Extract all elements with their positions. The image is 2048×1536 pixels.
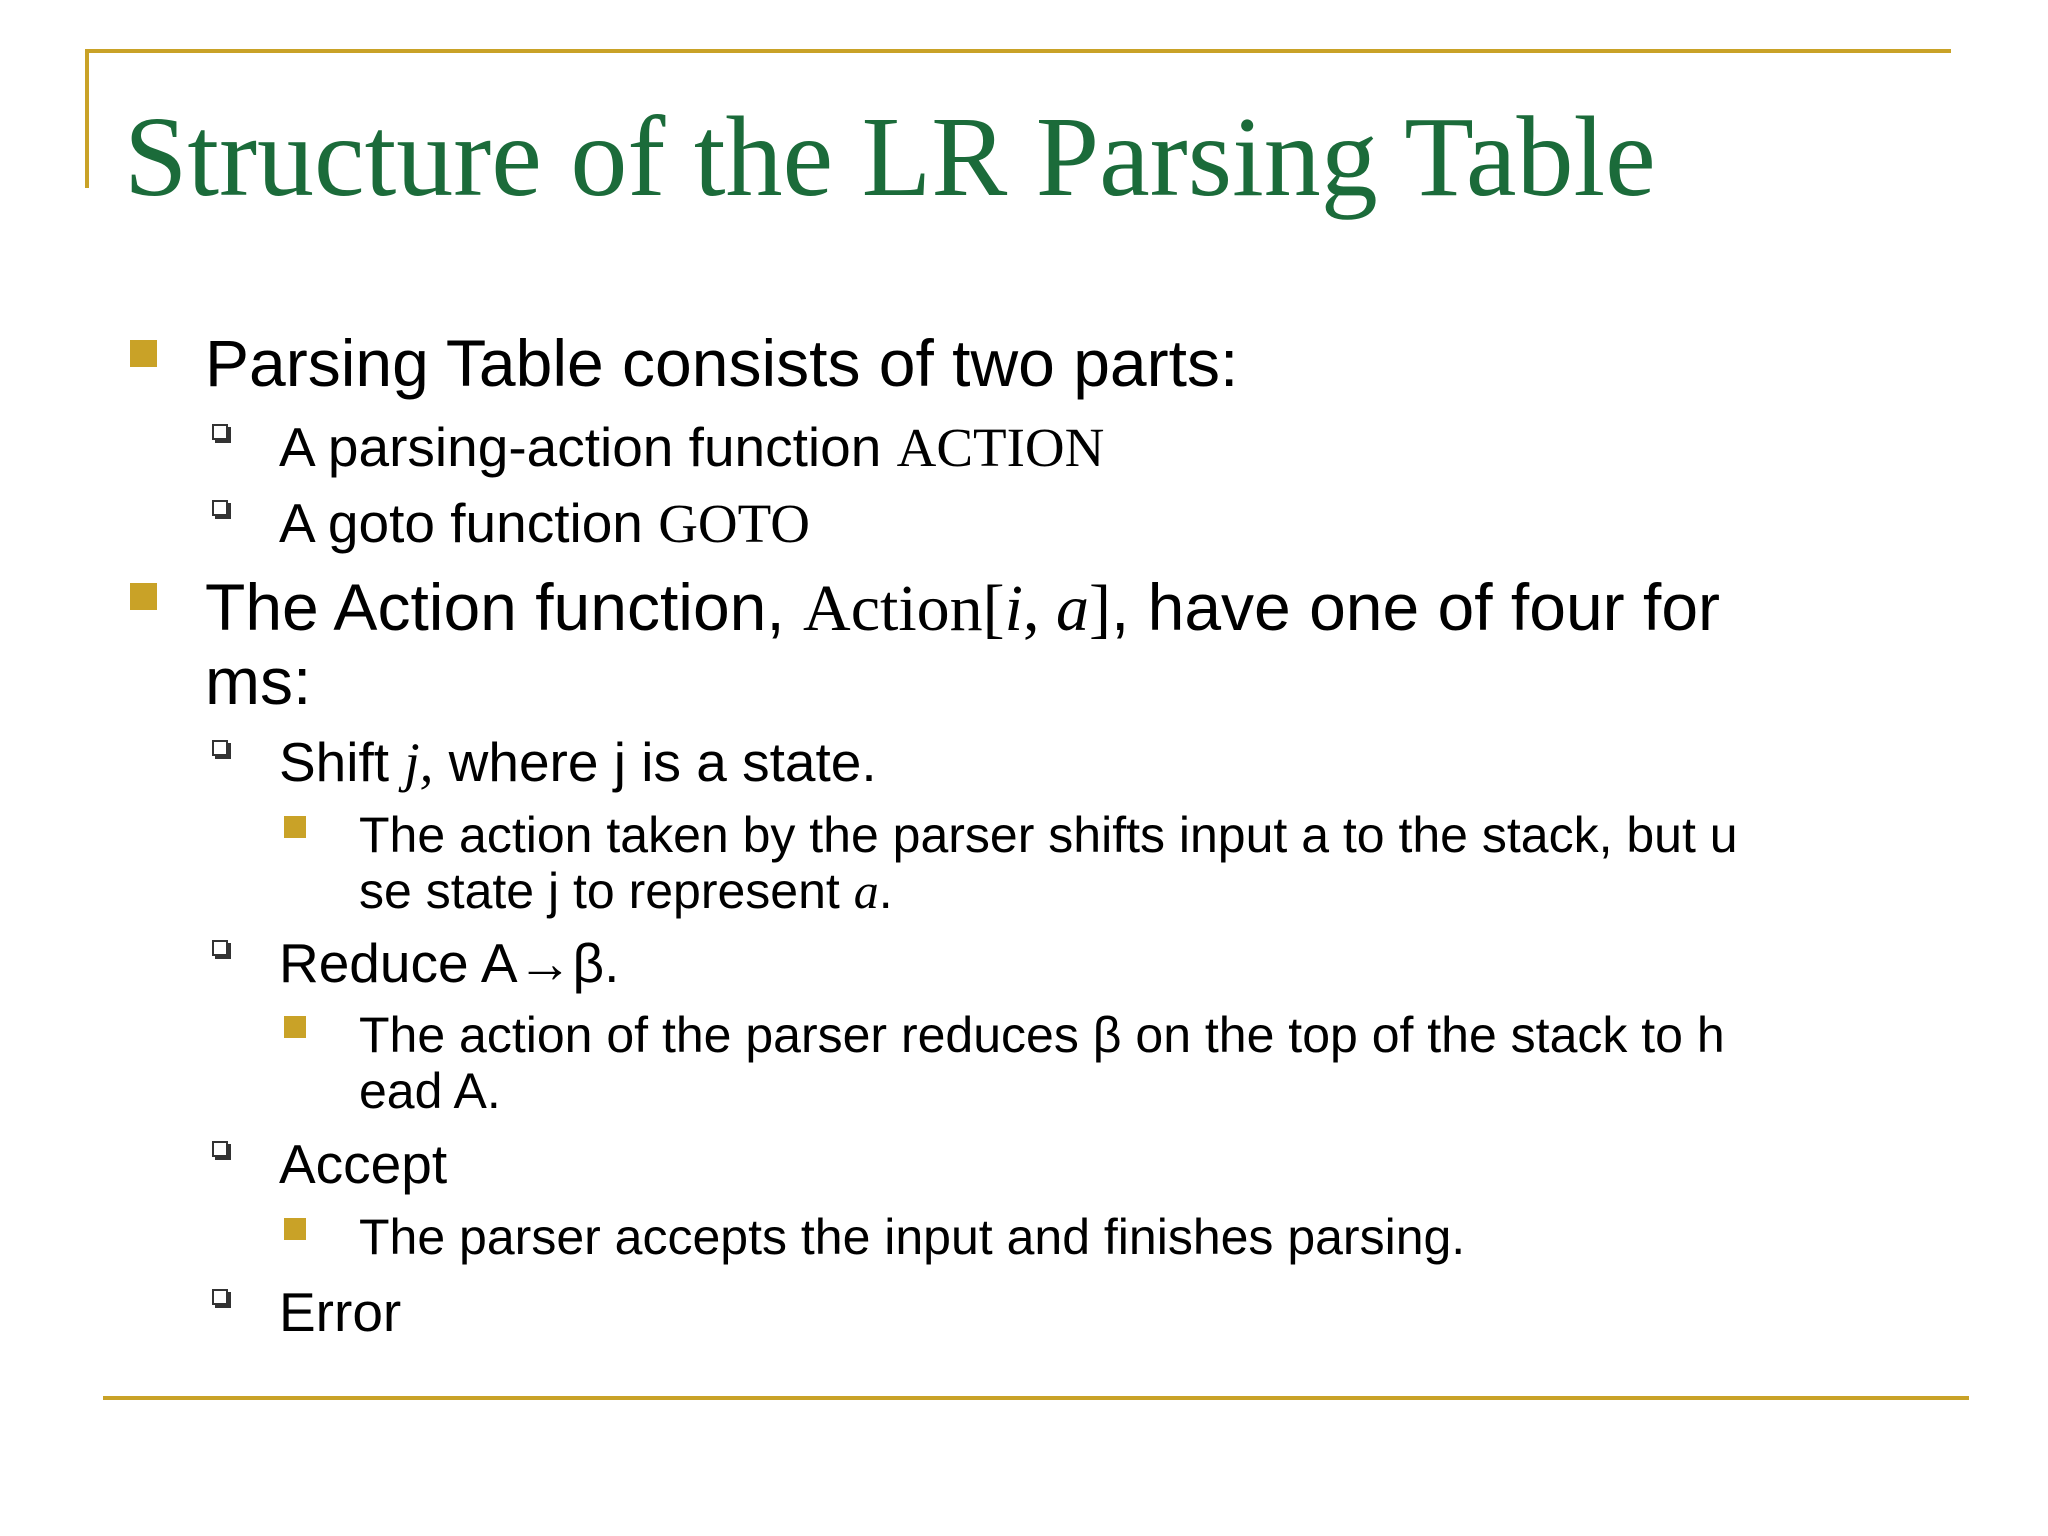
arrow-icon: → [517,933,573,994]
action-forms-text: , have one of four for [1110,570,1721,644]
sub-bullet-shift [279,731,877,794]
action-term: ACTION [896,417,1105,478]
math-comma: , [1022,572,1056,645]
bottom-border-line [103,1396,1969,1400]
sub-bullet-action-function [279,416,1104,479]
reduce-description-line2: ead A. [359,1063,501,1119]
reduce-beta: β. [572,932,620,994]
square-bullet-icon [284,816,306,838]
reduce-description-line1: The action of the parser reduces β on the top of the stack to h [359,1007,1725,1063]
math-a: a [1055,572,1089,645]
checkbox-bullet-icon [212,940,228,956]
square-bullet-icon [284,1218,306,1240]
top-border-line [85,49,1951,53]
checkbox-bullet-icon [212,740,228,756]
sub-bullet-reduce [279,932,619,995]
sub-bullet-goto-function [279,492,810,555]
goto-function-text: A goto function [279,492,659,554]
square-bullet-icon [130,583,157,610]
shift-desc-period: . [878,863,893,919]
shift-description-line1: The action taken by the parser shifts input a to the stack, but u [359,807,1738,863]
math-action: Action[ [803,572,1005,645]
sub-bullet-accept: Accept [279,1133,448,1195]
shift-desc: where j is a state. [433,731,877,793]
checkbox-bullet-icon [212,500,228,516]
square-bullet-icon [130,340,157,367]
sub-bullet-error: Error [279,1281,402,1343]
accept-description: The parser accepts the input and finishes parsing. [359,1209,1466,1265]
math-close: ] [1088,572,1111,645]
action-function-text: A parsing-action function [279,416,897,478]
shift-label: Shift [279,731,405,793]
bullet-parsing-table: Parsing Table consists of two parts: [205,326,1239,400]
checkbox-bullet-icon [212,1141,228,1157]
reduce-label: Reduce A [279,932,518,994]
square-bullet-icon [284,1016,306,1038]
shift-description-line2 [359,862,893,920]
math-i: i [1004,572,1023,645]
checkbox-bullet-icon [212,1289,228,1305]
checkbox-bullet-icon [212,424,228,440]
action-intro-text: The Action function, [205,570,804,644]
slide-title: Structure of the LR Parsing Table [124,93,1656,220]
shift-desc-line2-text: se state j to represent [359,863,854,919]
bullet-action-function [205,570,1720,646]
shift-desc-var: a [853,863,879,919]
bullet-action-function-continuation: ms: [205,644,312,718]
shift-var: j, [404,732,434,793]
goto-term: GOTO [658,493,810,554]
left-border-line [85,49,89,188]
